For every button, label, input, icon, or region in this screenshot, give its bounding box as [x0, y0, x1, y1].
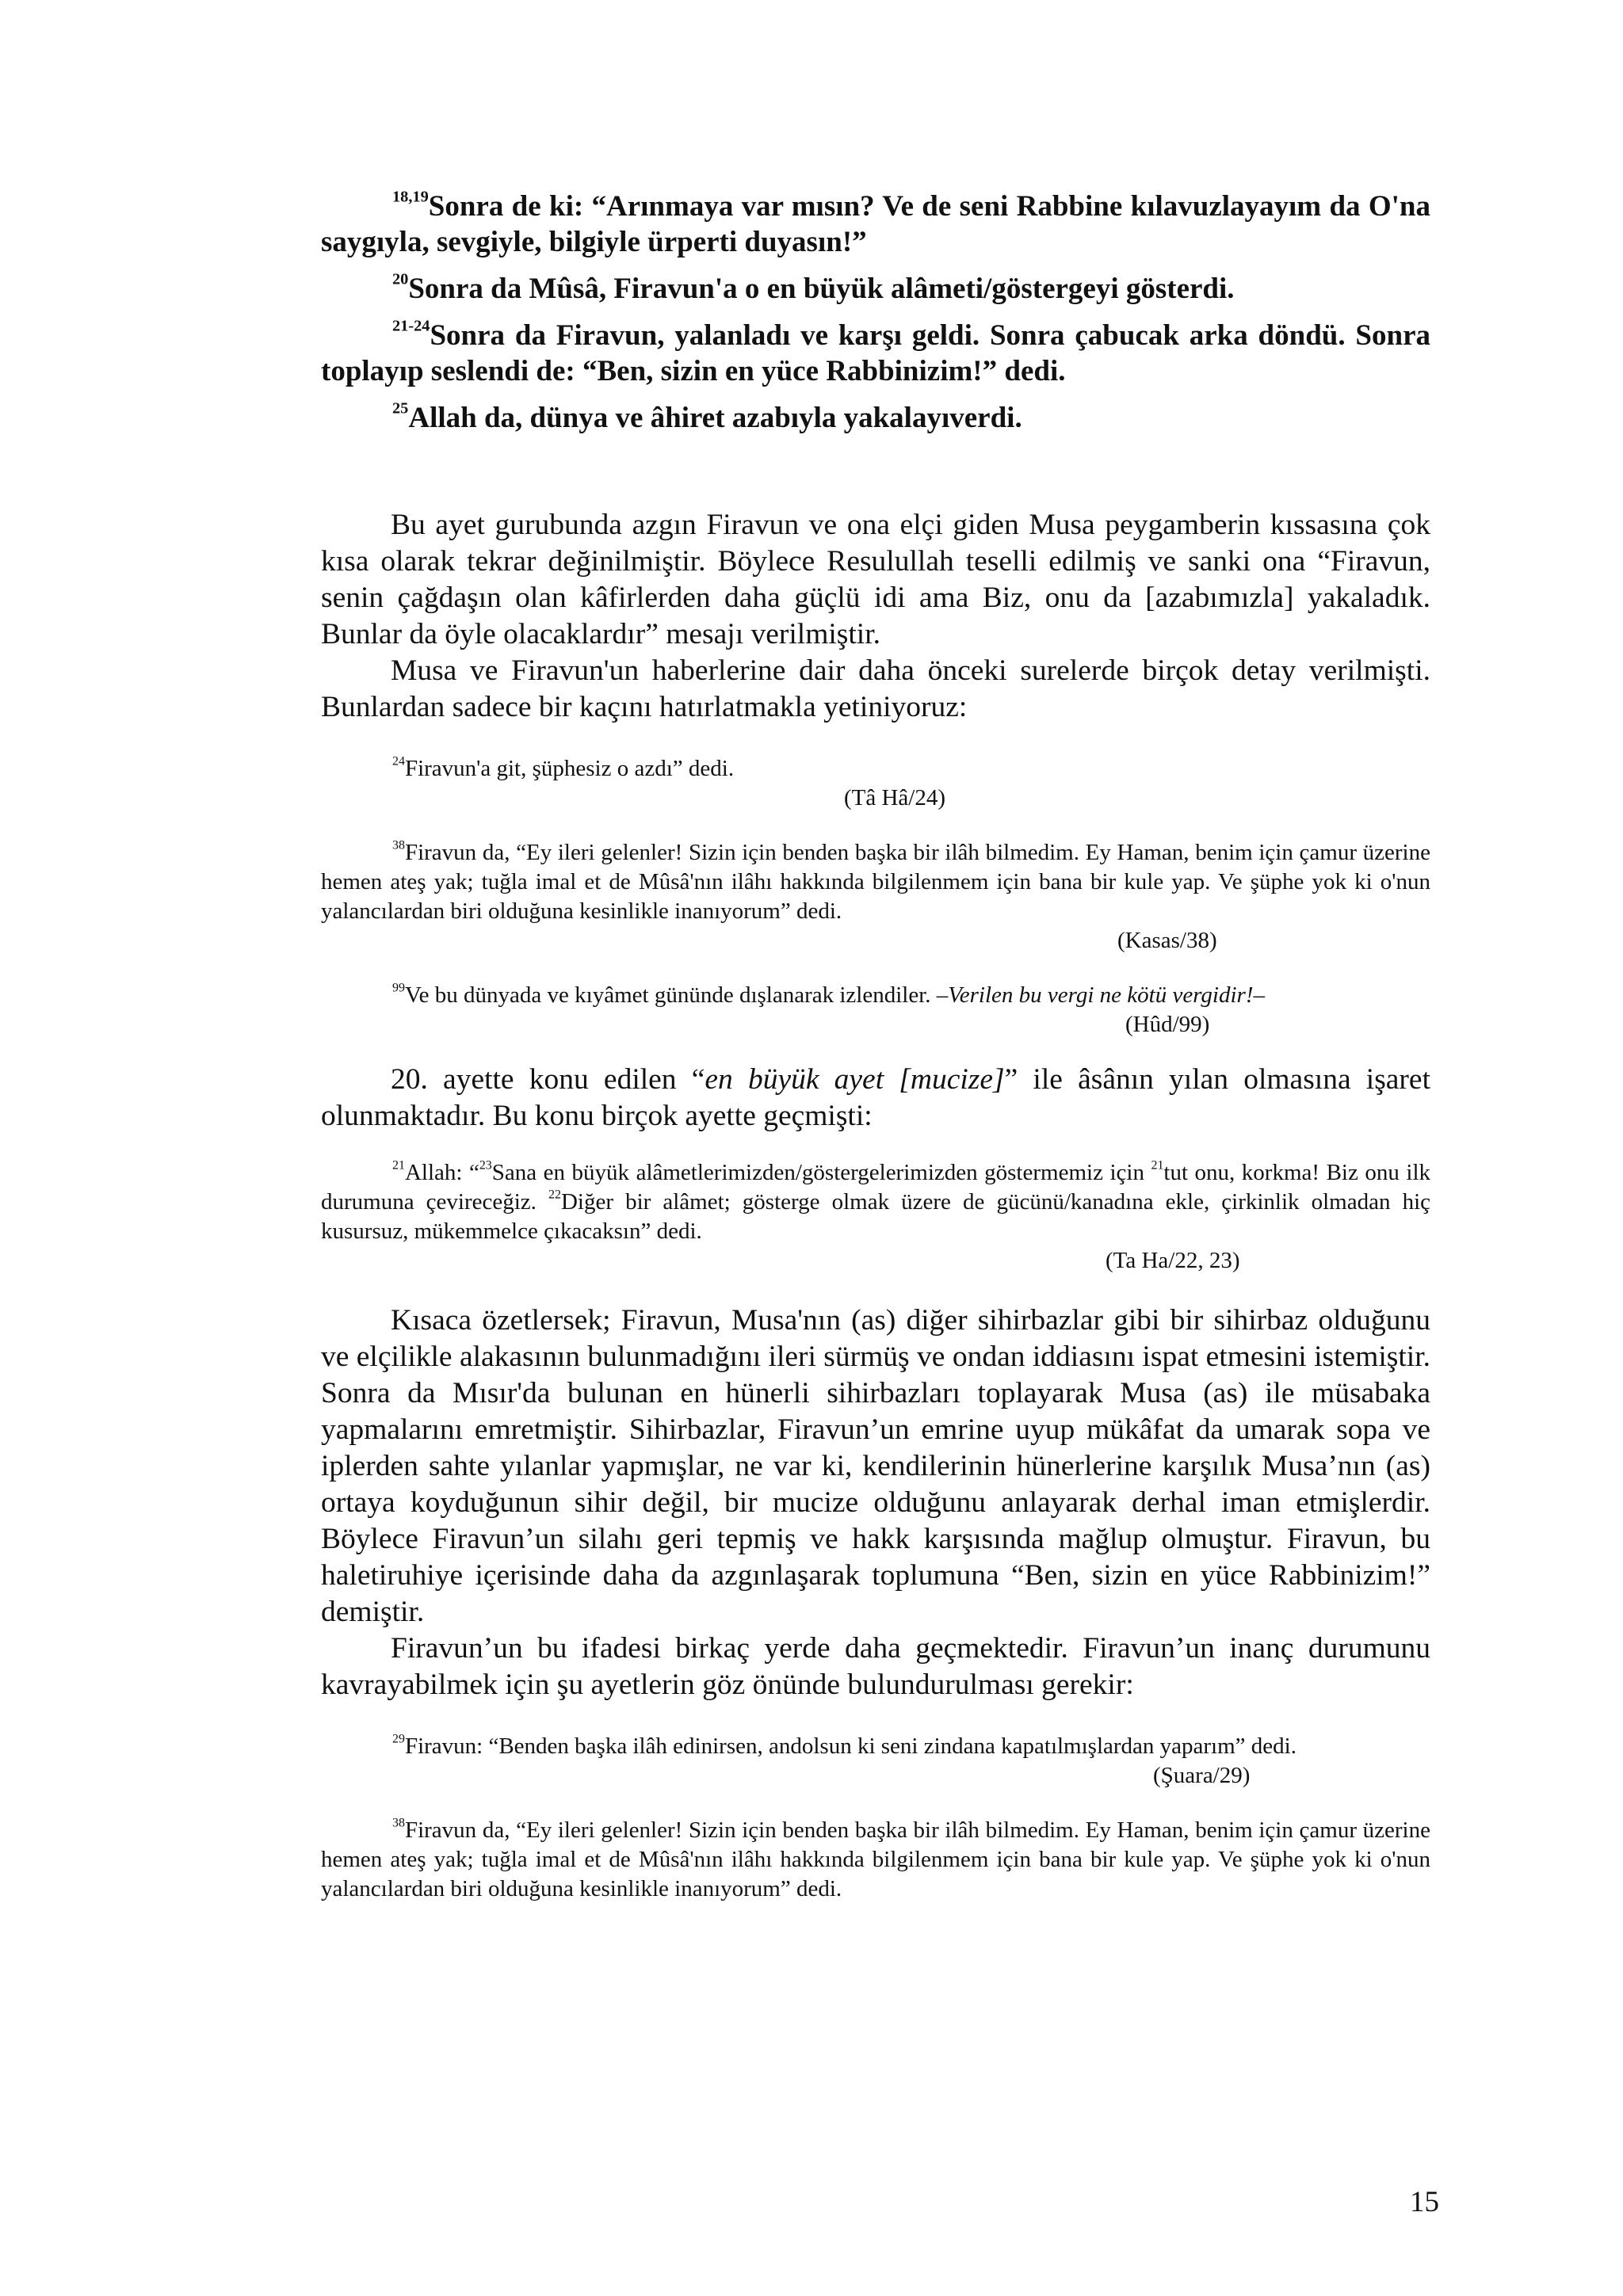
quote-hud-99 — [321, 981, 1430, 1039]
quote-kasas-38 — [321, 838, 1430, 955]
quote-text: $^{21}$Allah: “$^{23}$Sana en büyük alâmetlerimizden/göstergelerimizden göstermemiz için $^{21}$tut onu, korkma! Biz onu ilk durumuna çevireceğiz. $^{22}$Diğer bir alâmet; gösterge olmak üzere de gücünü/kanadına ekle, çirkinlik olmadan hiç kusursuz, mükemmelce çıkacaksın” dedi. — [321, 1158, 1430, 1244]
quote-reference: (Ta Ha/22, 23) — [1106, 1248, 1240, 1273]
commentary-block-3 — [321, 1302, 1430, 1703]
page-number: 15 — [1410, 2186, 1439, 2218]
quote-text: $^{29}$Firavun: “Benden başka ilâh edinirsen, andolsun ki seni zindana kapatılmışlardan yaparım” dedi. — [392, 1732, 1296, 1759]
body-paragraph: Kısaca özetlersek; Firavun, Musa'nın (as) diğer sihirbazlar gibi bir sihirbaz olduğunu ve elçilikle alakasının bulunmadığını ileri sürmüş ve ondan iddiasını ispat etmesini istemiştir. Sonra da Mısır'da bulunan en hünerli sihirbazları toplayarak Musa (as) ile müsabaka yapmalarını emretmiştir. Sihirbazlar, Firavun’un emrine uyup mükâfat da umarak sopa ve iplerden sahte yılanlar yapmışlar, ne var ki, kendilerinin hünerlerine karşılık Musa’nın (as) ortaya koyduğunun sihir değil, bir mucize olduğunu anlayarak derhal iman etmişlerdir. Böylece Firavun’un silahı geri tepmiş ve hakk karşısında mağlup olmuştur. Firavun, bu haletiruhiye içerisinde daha da azgınlaşarak toplumuna “Ben, sizin en yüce Rabbinizim!” demiştir. — [321, 1304, 1430, 1628]
quote-kasas-38-repeat — [321, 1816, 1430, 1904]
verse-number: 38 — [392, 838, 405, 852]
verse-number: 38 — [392, 1816, 405, 1830]
quote-text: $^{24}$Firavun'a git, şüphesiz o azdı” dedi. — [392, 754, 735, 781]
verse-number: 21-24 — [392, 317, 430, 335]
quote-reference: (Tâ Hâ/24) — [844, 785, 946, 810]
quote-text: $^{38}$Firavun da, “Ey ileri gelenler! Sizin için benden başka bir ilâh bilmedim. Ey Haman, benim için çamur üzerine hemen ateş yak; tuğla imal et de Mûsâ'nın ilâhı hakkında bilgilenmem için bana bir kule yap. Ve şüphe yok ki o'nun yalancılardan biri olduğuna kesinlikle inanıyorum” dedi. — [321, 838, 1430, 924]
verse-number: 20 — [392, 270, 409, 288]
commentary-block-2 — [321, 1062, 1430, 1135]
quote-reference: (Hûd/99) — [1125, 1012, 1210, 1037]
verse-text: Allah da, dünya ve âhiret azabıyla yakalayıverdi. — [408, 402, 1022, 434]
body-paragraph: Musa ve Firavun'un haberlerine dair daha önceki surelerde birçok detay verilmişti. Bunlardan sadece bir kaçını hatırlatmakla yetiniyoruz: — [321, 654, 1430, 723]
verse-text: Sonra da Mûsâ, Firavun'a o en büyük alâmeti/göstergeyi gösterdi. — [408, 273, 1235, 305]
verse-number: 24 — [392, 754, 405, 769]
verse — [321, 400, 1430, 436]
verse-number: 21 — [1151, 1158, 1164, 1173]
verse — [321, 189, 1430, 260]
commentary-block-1 — [321, 507, 1430, 726]
verse-number: 29 — [392, 1732, 405, 1746]
verse-text: Sonra de ki: “Arınmaya var mısın? Ve de seni Rabbine kılavuzlayayım da O'na saygıyla, sevgiyle, bilgiyle ürperti duyasın!” — [321, 190, 1430, 258]
verse-number: 99 — [392, 981, 405, 995]
quote-text: $^{38}$Firavun da, “Ey ileri gelenler! Sizin için benden başka bir ilâh bilmedim. Ey Haman, benim için çamur üzerine hemen ateş yak; tuğla imal et de Mûsâ'nın ilâhı hakkında bilgilenmem için bana bir kule yap. Ve şüphe yok ki o'nun yalancılardan biri olduğuna kesinlikle inanıyorum” dedi. — [321, 1816, 1430, 1901]
verse — [321, 271, 1430, 307]
body-paragraph: Firavun’un bu ifadesi birkaç yerde daha geçmektedir. Firavun’un inanç durumunu kavrayabilmek için şu ayetlerin göz önünde bulundurulması gerekir: — [321, 1632, 1430, 1701]
quote-suara-29 — [321, 1732, 1430, 1791]
verse-number: 21 — [392, 1158, 405, 1173]
verse-text: Sonra da Firavun, yalanladı ve karşı geldi. Sonra çabucak arka döndü. Sonra toplayıp seslendi de: “Ben, sizin en yüce Rabbinizim!” dedi. — [321, 319, 1430, 387]
quote-reference: (Şuara/29) — [1153, 1763, 1251, 1788]
emphasis: en büyük ayet [mucize] — [705, 1063, 1005, 1096]
quote-italic: –Verilen bu vergi ne kötü vergidir!– — [936, 982, 1265, 1008]
verse-number: 23 — [479, 1158, 492, 1173]
quote-taha-22-23 — [321, 1158, 1430, 1276]
verse-number: 25 — [392, 399, 409, 418]
body-paragraph: Bu ayet gurubunda azgın Firavun ve ona elçi giden Musa peygamberin kıssasına çok kısa olarak tekrar değinilmiştir. Böylece Resulullah teselli edilmiş ve sanki ona “Firavun, senin çağdaşın olan kâfirlerden daha güçlü idi ama Biz, onu da [azabımızla] yakaladık. Bunlar da öyle olacaklardır” mesajı verilmiştir. — [321, 509, 1430, 650]
quote-text: $^{99}$Ve bu dünyada ve kıyâmet gününde dışlanarak izlendiler. –Verilen bu vergi ne kötü vergidir!– — [392, 981, 1265, 1008]
quote-reference: (Kasas/38) — [1117, 928, 1217, 953]
verse-number: 22 — [548, 1188, 561, 1202]
page-content — [321, 189, 1430, 1904]
verse — [321, 318, 1430, 389]
quote-taha-24 — [321, 754, 1430, 813]
verse-number: 18,19 — [392, 188, 429, 206]
body-paragraph: 20. ayette konu edilen “en büyük ayet [mucize]” ile âsânın yılan olmasına işaret olunmaktadır. Bu konu birçok ayette geçmişti: — [321, 1063, 1430, 1132]
verse-block — [321, 189, 1430, 436]
